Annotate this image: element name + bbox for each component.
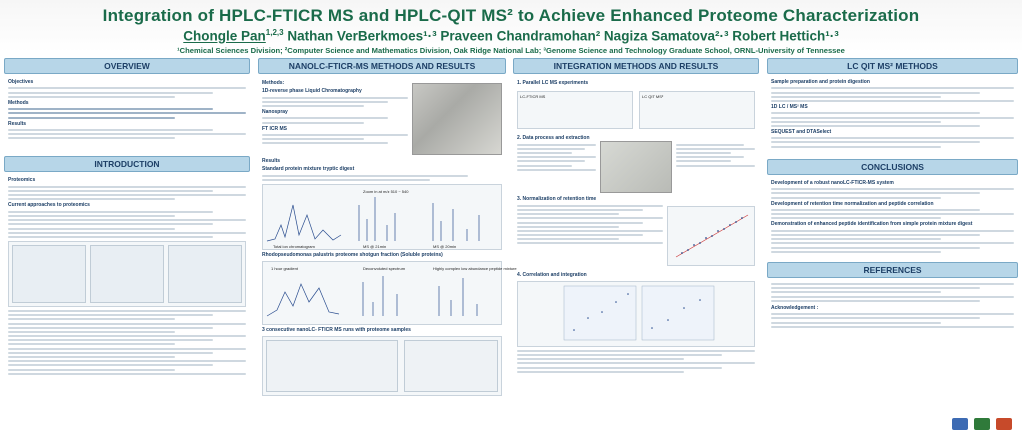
overview-methods: Methods bbox=[8, 99, 29, 106]
deconv-label: Deconvoluted spectrum bbox=[363, 265, 406, 271]
affiliations: ¹Chemical Sciences Division; ²Computer Science and Mathematics Division, Oak Ridge National Lab; ³Genome Science and Technology Graduate School, ORNL-University of Tennessee bbox=[177, 45, 845, 55]
tic-label: Total ion chromatogram bbox=[273, 243, 315, 249]
consecutive-runs-figure bbox=[262, 336, 502, 396]
sponsor-logo bbox=[952, 418, 968, 430]
methods-fticr: FT ICR MS bbox=[262, 125, 287, 132]
step-normalization: 3. Normalization of retention time bbox=[517, 196, 597, 203]
section-references-header: REFERENCES bbox=[767, 262, 1018, 278]
section-integration-header: INTEGRATION METHODS AND RESULTS bbox=[513, 58, 759, 74]
acknowledgement-label: Acknowledgement : bbox=[771, 304, 819, 311]
conclusion-3: Demonstration of enhanced peptide identification from simple protein mixture digest bbox=[771, 221, 973, 228]
section-methods-header: NANOLC-FTICR-MS METHODS AND RESULTS bbox=[258, 58, 506, 74]
lcqit-body bbox=[765, 74, 1020, 153]
lc-qit-label: LC QIT MS² bbox=[642, 94, 664, 100]
ms-21min-label: MS @ 21min bbox=[363, 243, 387, 249]
lcqit-sequest: SEQUEST and DTASelect bbox=[771, 128, 832, 135]
sponsor-logo bbox=[974, 418, 990, 430]
overview-body bbox=[2, 74, 252, 144]
section-introduction-header: INTRODUCTION bbox=[4, 156, 250, 172]
results-standard-mixture: Standard protein mixture tryptic digest bbox=[262, 166, 355, 173]
column-methods bbox=[256, 58, 517, 434]
integration-body bbox=[511, 74, 761, 378]
references-body bbox=[765, 278, 1020, 333]
rpal-figure bbox=[262, 261, 517, 325]
section-conclusions-header: CONCLUSIONS bbox=[767, 159, 1018, 175]
rpal-chromatogram-line bbox=[267, 284, 339, 316]
methods-nanospray: Nanospray bbox=[262, 108, 288, 115]
lc-fticr-label: LC-FTICR MS bbox=[520, 94, 546, 100]
gradient-label: 1 hour gradient bbox=[271, 265, 298, 271]
overview-objectives: Objectives bbox=[8, 79, 34, 85]
poster-header bbox=[0, 0, 1022, 55]
methods-lc: 1D-reverse phase Liquid Chromatography bbox=[262, 88, 362, 95]
sponsor-logo bbox=[996, 418, 1012, 430]
highly-complex-label: Highly complex low abundance peptide mixture bbox=[433, 265, 517, 271]
intro-figure bbox=[8, 241, 246, 307]
results-label: Results bbox=[262, 158, 281, 164]
results-rpal-fraction: Rhodopseudomonas palustris proteome shotgun fraction (Soluble proteins) bbox=[262, 251, 443, 258]
ms-20min-label: MS @ 20min bbox=[433, 243, 457, 249]
conclusion-2: Development of retention time normalization and peptide correlation bbox=[771, 200, 934, 207]
conclusions-body bbox=[765, 175, 1020, 258]
section-overview-header: OVERVIEW bbox=[4, 58, 250, 74]
standard-mixture-figure bbox=[262, 184, 502, 250]
instrument-photo bbox=[412, 83, 502, 155]
step-correlation: 4. Correlation and integration bbox=[517, 271, 587, 278]
step-parallel-lc: 1. Parallel LC MS experiments bbox=[517, 80, 589, 86]
poster-authors bbox=[0, 28, 1022, 44]
correlation-figure bbox=[517, 281, 755, 347]
total-ion-chromatogram-line bbox=[267, 205, 341, 241]
step-data-process: 2. Data process and extraction bbox=[517, 135, 590, 142]
column-overview bbox=[2, 58, 252, 434]
conclusion-1: Development of a robust nanoLC-FTICR-MS system bbox=[771, 179, 894, 186]
methods-label: Methods: bbox=[262, 80, 285, 86]
normalization-scatter bbox=[667, 206, 755, 266]
data-process-figure bbox=[600, 141, 672, 193]
lc-ftic-box bbox=[517, 91, 633, 129]
intro-proteomics: Proteomics bbox=[8, 177, 36, 184]
lead-author: Chongle Pan bbox=[183, 28, 266, 44]
lcqit-1d-lc: 1D LC / MS² MS bbox=[771, 103, 808, 110]
column-lcqit bbox=[765, 58, 1020, 434]
other-authors: Nathan VerBerkmoes¹·³ Praveen Chandramohan² Nagiza Samatova²·³ Robert Hettich¹·³ bbox=[283, 28, 839, 44]
lc-qit-box bbox=[639, 91, 755, 129]
results-consecutive-runs: 3 consecutive nanoLC- FTICR MS runs with proteome samples bbox=[262, 326, 411, 333]
methods-body bbox=[256, 74, 517, 402]
section-lcqit-header: LC QIT MS² METHODS bbox=[767, 58, 1018, 74]
zoom-title: Zoom in at m/z 510 ~ 540 bbox=[363, 188, 409, 194]
lcqit-sample-prep: Sample preparation and protein digestion bbox=[771, 79, 870, 85]
sponsor-logos bbox=[952, 418, 1012, 430]
lead-author-affil: 1,2,3 bbox=[265, 28, 284, 37]
introduction-body bbox=[2, 172, 252, 379]
poster-title: Integration of HPLC-FTICR MS and HPLC-QIT MS² to Achieve Enhanced Proteome Characterization bbox=[102, 6, 920, 25]
overview-results: Results bbox=[8, 120, 27, 127]
column-integration bbox=[511, 58, 761, 434]
intro-current-approaches: Current approaches to proteomics bbox=[8, 202, 90, 209]
